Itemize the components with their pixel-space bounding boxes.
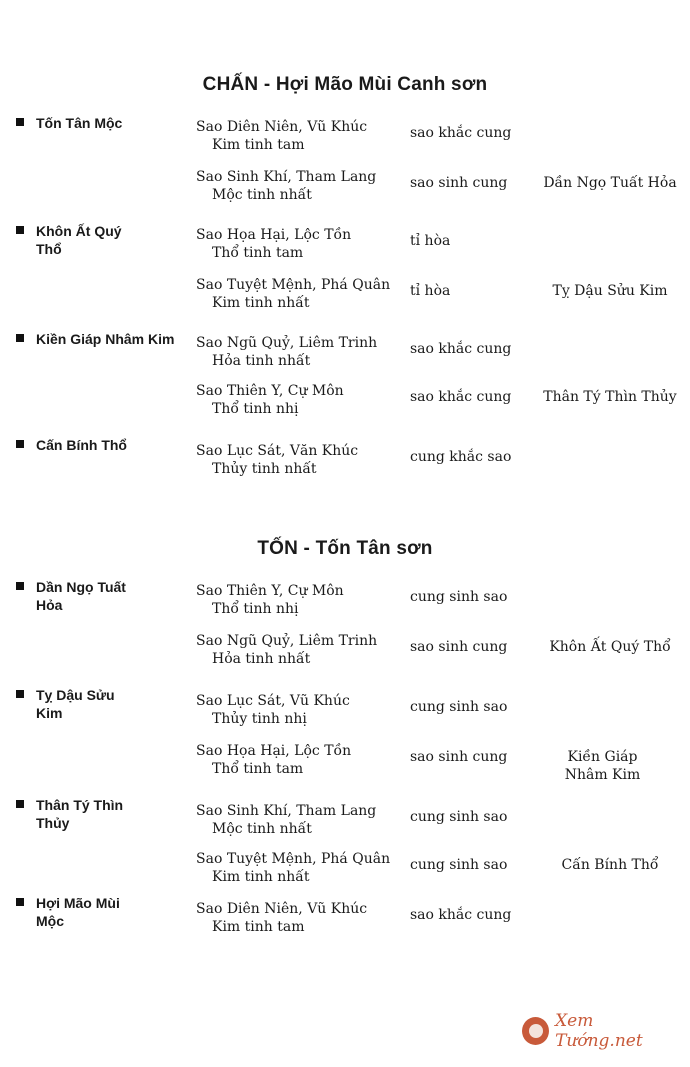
star-name: Sao Họa Hại, Lộc Tồn (196, 743, 352, 759)
star-element: Thổ tinh tam (212, 761, 304, 777)
star-cell (196, 118, 406, 154)
relation-cell: sao khắc cung (410, 341, 512, 357)
relation-cell: sao sinh cung (410, 175, 508, 191)
star-element: Mộc tinh nhất (212, 821, 312, 837)
star-cell (196, 850, 406, 886)
group-heading-label: Tốn Tân Mộc (36, 115, 123, 131)
relation-cell: tỉ hòa (410, 233, 451, 249)
group-heading-label: Thân Tý Thìn Thủy (36, 797, 124, 831)
star-element: Hỏa tinh nhất (212, 353, 311, 369)
star-element: Kim tinh nhất (212, 869, 310, 885)
table-row (0, 900, 690, 948)
section-title: TỐN - Tốn Tân sơn (257, 538, 433, 559)
table-row (0, 582, 690, 630)
star-name: Sao Thiên Y, Cự Môn (196, 383, 344, 399)
star-element: Thổ tinh nhị (212, 601, 299, 617)
group-heading-label: Dần Ngọ Tuất Hỏa (36, 579, 126, 613)
star-element: Thổ tinh tam (212, 245, 304, 261)
relation-cell: cung khắc sao (410, 449, 512, 465)
star-name: Sao Diên Niên, Vũ Khúc (196, 901, 368, 917)
star-cell (196, 582, 406, 618)
star-cell (196, 692, 406, 728)
star-name: Sao Ngũ Quỷ, Liêm Trinh (196, 633, 378, 649)
star-element: Hỏa tinh nhất (212, 651, 311, 667)
group-heading-label: Kiền Giáp Nhâm Kim (36, 331, 175, 347)
watermark-logo (522, 1011, 682, 1051)
star-name: Sao Lục Sát, Văn Khúc (196, 443, 359, 459)
star-element: Thổ tinh nhị (212, 401, 299, 417)
star-cell (196, 382, 406, 418)
direction-cell: Kiền Giáp Nhâm Kim (564, 749, 641, 783)
table-row (0, 632, 690, 680)
relation-cell: tỉ hòa (410, 283, 451, 299)
table-row (0, 276, 690, 324)
direction-cell: Thân Tý Thìn Thủy (543, 389, 677, 405)
star-element: Mộc tinh nhất (212, 187, 312, 203)
star-cell (196, 802, 406, 838)
relation-cell: sao sinh cung (410, 749, 508, 765)
relation-cell: sao sinh cung (410, 639, 508, 655)
star-cell (196, 632, 406, 668)
table-row (0, 226, 690, 274)
relation-cell: cung sinh sao (410, 589, 508, 605)
star-name: Sao Sinh Khí, Tham Lang (196, 803, 377, 819)
group-heading-label: Hợi Mão Mùi Mộc (36, 895, 120, 929)
table-row (0, 692, 690, 740)
star-name: Sao Tuyệt Mệnh, Phá Quân (196, 851, 391, 867)
direction-cell: Cấn Bính Thổ (561, 857, 659, 873)
star-name: Sao Ngũ Quỷ, Liêm Trinh (196, 335, 378, 351)
table-row (0, 802, 690, 850)
yin-yang-icon (522, 1017, 549, 1045)
star-cell (196, 168, 406, 204)
star-element: Thủy tinh nhị (212, 711, 307, 727)
star-element: Kim tinh tam (212, 919, 305, 935)
relation-cell: sao khắc cung (410, 389, 512, 405)
star-cell (196, 442, 406, 478)
direction-cell: Dần Ngọ Tuất Hỏa (543, 175, 677, 191)
watermark-text: Xem Tướng.net (555, 1011, 643, 1051)
star-name: Sao Sinh Khí, Tham Lang (196, 169, 377, 185)
table-row (0, 382, 690, 430)
relation-cell: sao khắc cung (410, 125, 512, 141)
star-cell (196, 900, 406, 936)
relation-cell: cung sinh sao (410, 809, 508, 825)
table-row (0, 850, 690, 898)
star-element: Kim tinh tam (212, 137, 305, 153)
star-cell (196, 742, 406, 778)
star-name: Sao Họa Hại, Lộc Tồn (196, 227, 352, 243)
star-name: Sao Lục Sát, Vũ Khúc (196, 693, 350, 709)
star-element: Thủy tinh nhất (212, 461, 317, 477)
star-cell (196, 276, 406, 312)
star-cell (196, 226, 406, 262)
direction-cell: Khôn Ất Quý Thổ (549, 639, 671, 655)
relation-cell: sao khắc cung (410, 907, 512, 923)
group-heading-label: Khôn Ất Quý Thổ (36, 223, 122, 257)
group-heading-label: Tỵ Dậu Sửu Kim (36, 687, 115, 721)
table-row (0, 118, 690, 166)
table-row (0, 168, 690, 216)
relation-cell: cung sinh sao (410, 699, 508, 715)
star-cell (196, 334, 406, 370)
table-row (0, 334, 690, 382)
table-row (0, 442, 690, 490)
table-row (0, 742, 690, 790)
direction-cell: Tỵ Dậu Sửu Kim (552, 283, 668, 299)
section-title: CHẤN - Hợi Mão Mùi Canh sơn (202, 74, 488, 95)
star-name: Sao Thiên Y, Cự Môn (196, 583, 344, 599)
star-name: Sao Tuyệt Mệnh, Phá Quân (196, 277, 391, 293)
relation-cell: cung sinh sao (410, 857, 508, 873)
star-name: Sao Diên Niên, Vũ Khúc (196, 119, 368, 135)
group-heading-label: Cấn Bính Thổ (36, 437, 127, 453)
star-element: Kim tinh nhất (212, 295, 310, 311)
